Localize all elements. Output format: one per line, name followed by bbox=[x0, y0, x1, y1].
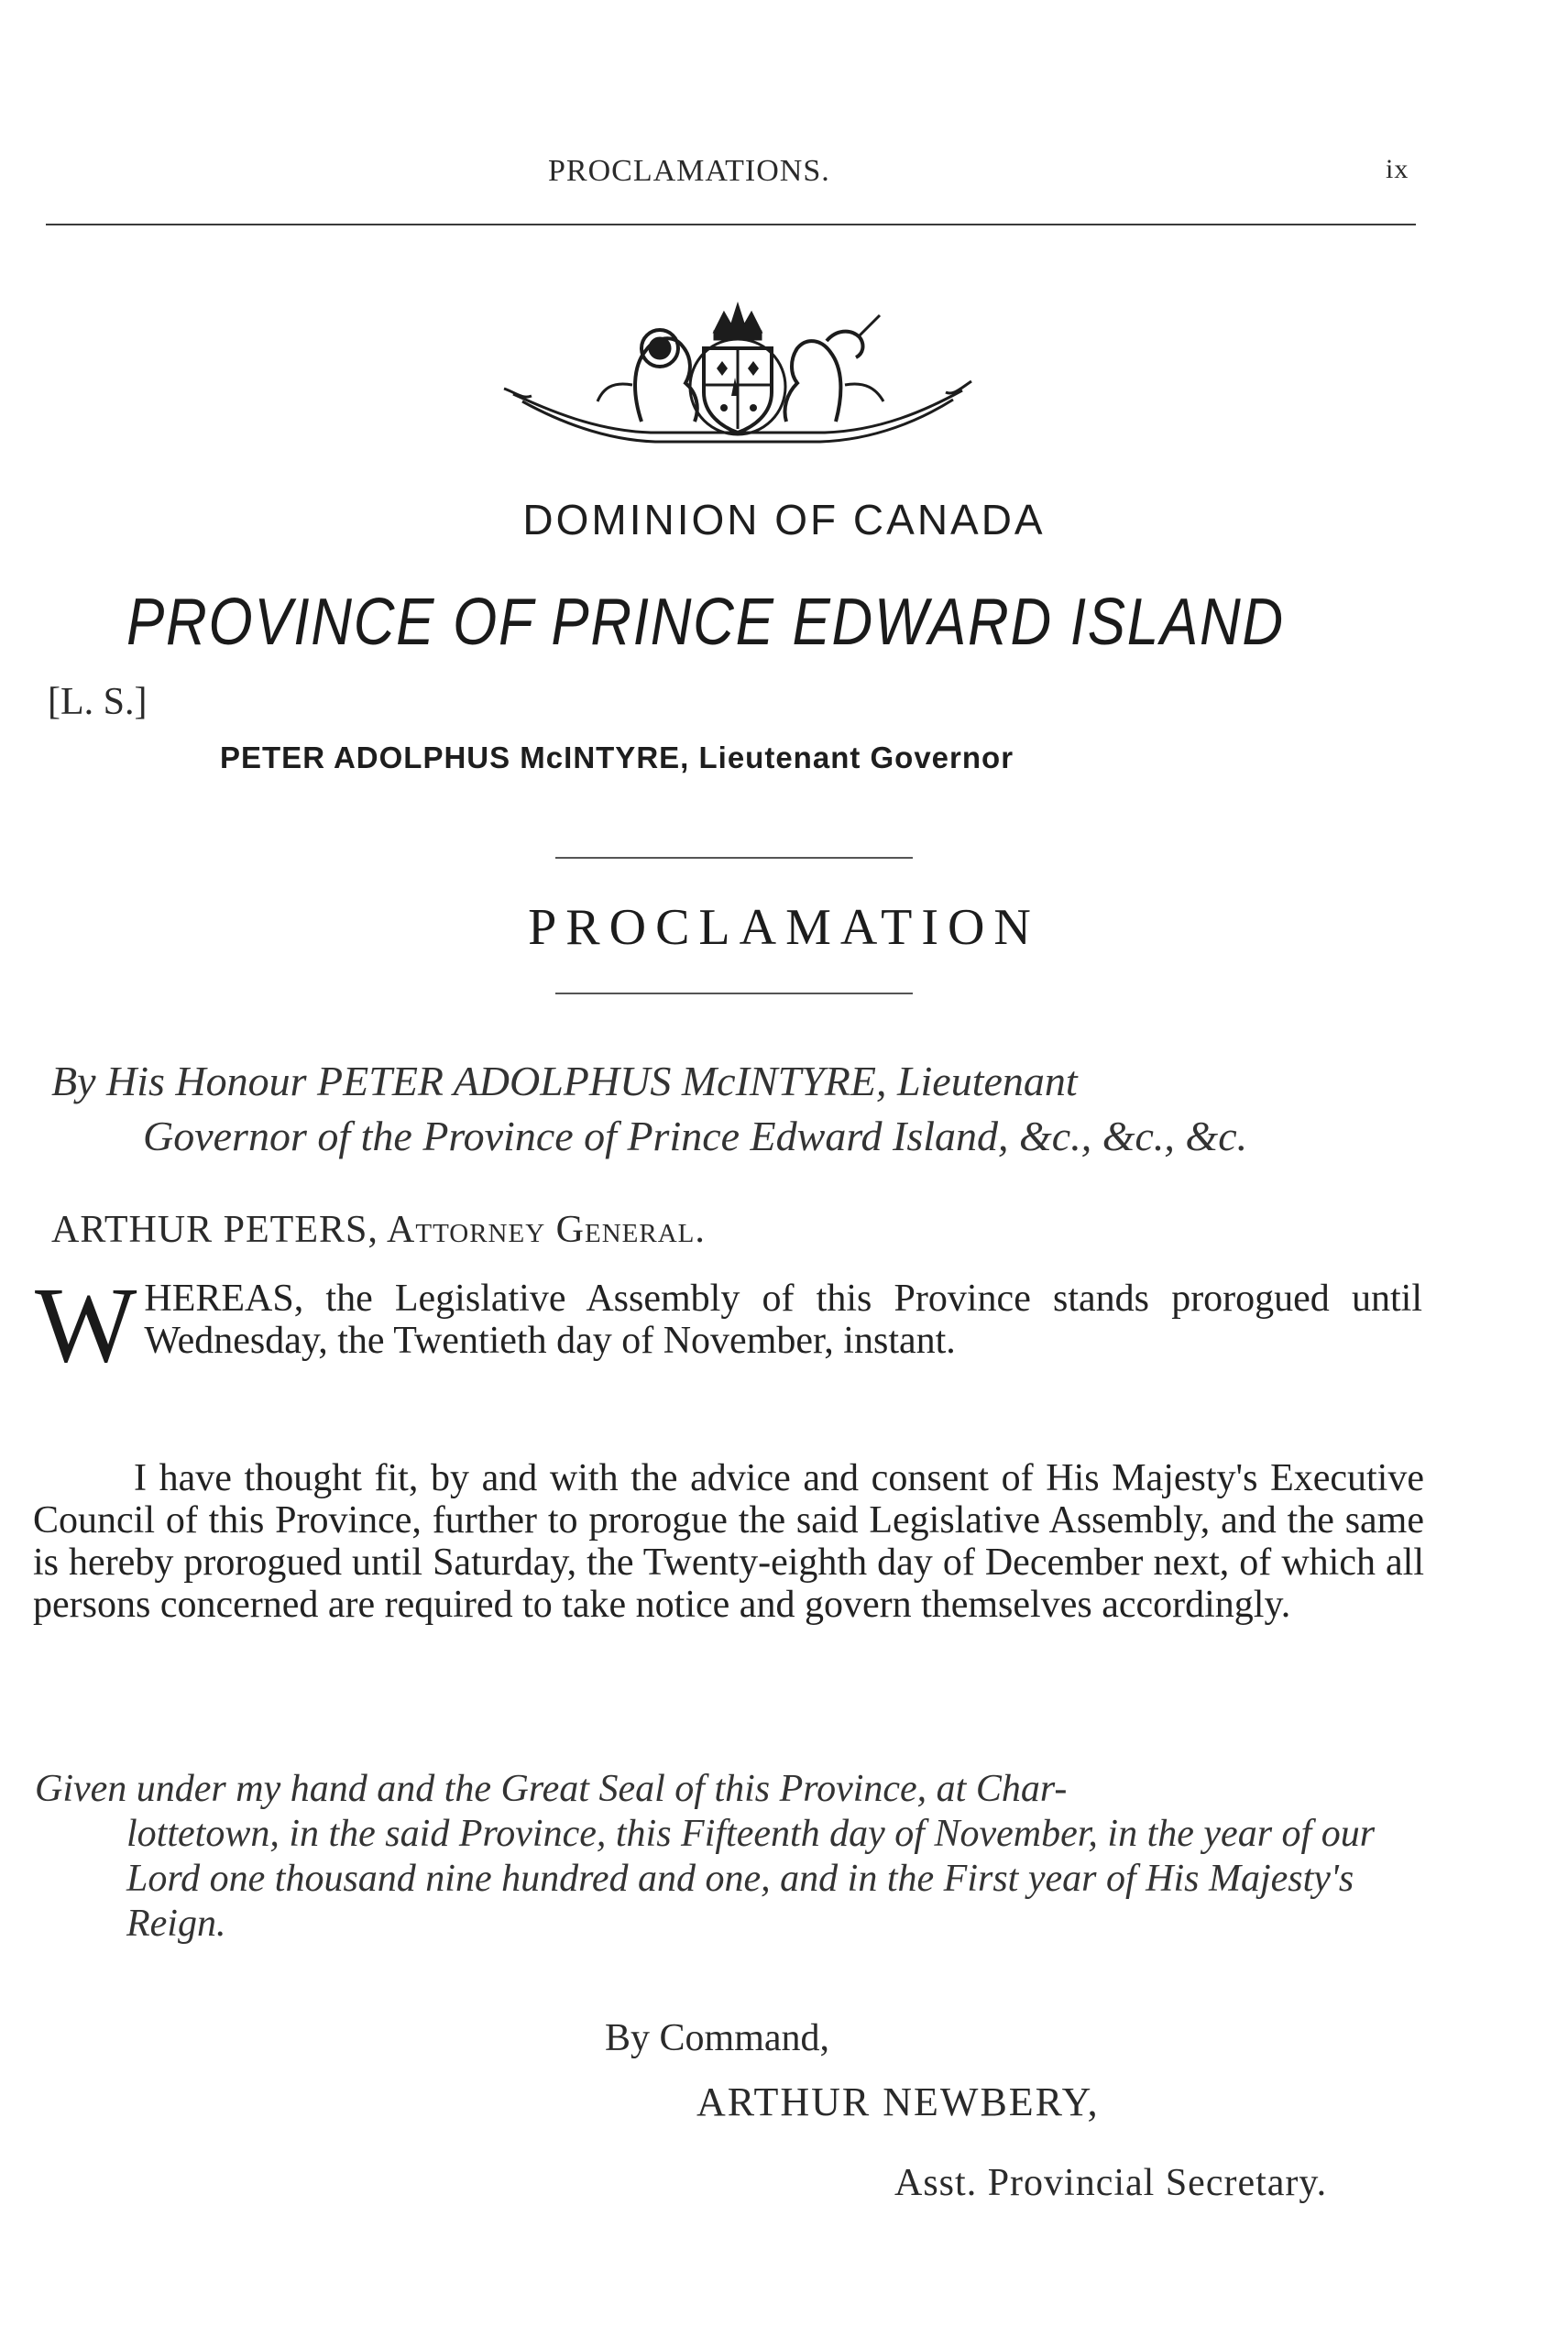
given-rest: lottetown, in the said Province, this Fifteenth day of November, in the year of our Lord one thousand nine hundred and one, and in the First year of His Majesty's Reign. bbox=[126, 1813, 1376, 1945]
drop-cap: W bbox=[35, 1265, 137, 1385]
signatory-name: ARTHUR NEWBERY, bbox=[696, 2079, 1100, 2124]
signatory-title: Asst. Provincial Secretary. bbox=[894, 2162, 1328, 2204]
header-rule bbox=[46, 224, 1416, 225]
attorney-line: ARTHUR PETERS, Attorney General. bbox=[51, 1209, 706, 1251]
given-line-1: Given under my hand and the Great Seal of this Province, at Char- bbox=[35, 1768, 1068, 1810]
page-number: ix bbox=[1386, 154, 1409, 184]
by-honour-line-1: By His Honour PETER ADOLPHUS McINTYRE, Lieutenant bbox=[51, 1058, 1078, 1104]
given-under-hand-paragraph bbox=[35, 1767, 1424, 1947]
whereas-paragraph bbox=[35, 1265, 1422, 1385]
running-title: PROCLAMATIONS. bbox=[548, 154, 830, 188]
whereas-text: HEREAS, the Legislative Assembly of this Province stands prorogued until Wednesday, the Twentieth day of November, instant. bbox=[144, 1278, 1422, 1362]
by-honour-line-2: Governor of the Province of Prince Edward Island, &c., &c., &c. bbox=[143, 1113, 1248, 1159]
prorogation-paragraph: I have thought fit, by and with the advice and consent of His Majesty's Executive Council of this Province, further to prorogue the said Legislative Assembly, and the same is hereby prorogued until Saturday, the Twenty-eighth day of December next, of which all persons concerned are required to take notice and govern themselves accordingly. bbox=[33, 1457, 1424, 1626]
divider-rule-top bbox=[555, 857, 913, 859]
seal-mark: [L. S.] bbox=[48, 681, 148, 723]
province-heading: PROVINCE OF PRINCE EDWARD ISLAND bbox=[126, 586, 1285, 659]
royal-coat-of-arms-icon bbox=[495, 293, 981, 449]
divider-rule-bottom bbox=[555, 993, 913, 994]
dominion-heading: DOMINION OF CANADA bbox=[522, 496, 1046, 543]
governor-line: PETER ADOLPHUS McINTYRE, Lieutenant Governor bbox=[220, 741, 1014, 774]
by-command: By Command, bbox=[605, 2017, 830, 2059]
proclamation-title: PROCLAMATION bbox=[528, 899, 1040, 956]
by-honour-statement bbox=[51, 1054, 1426, 1164]
